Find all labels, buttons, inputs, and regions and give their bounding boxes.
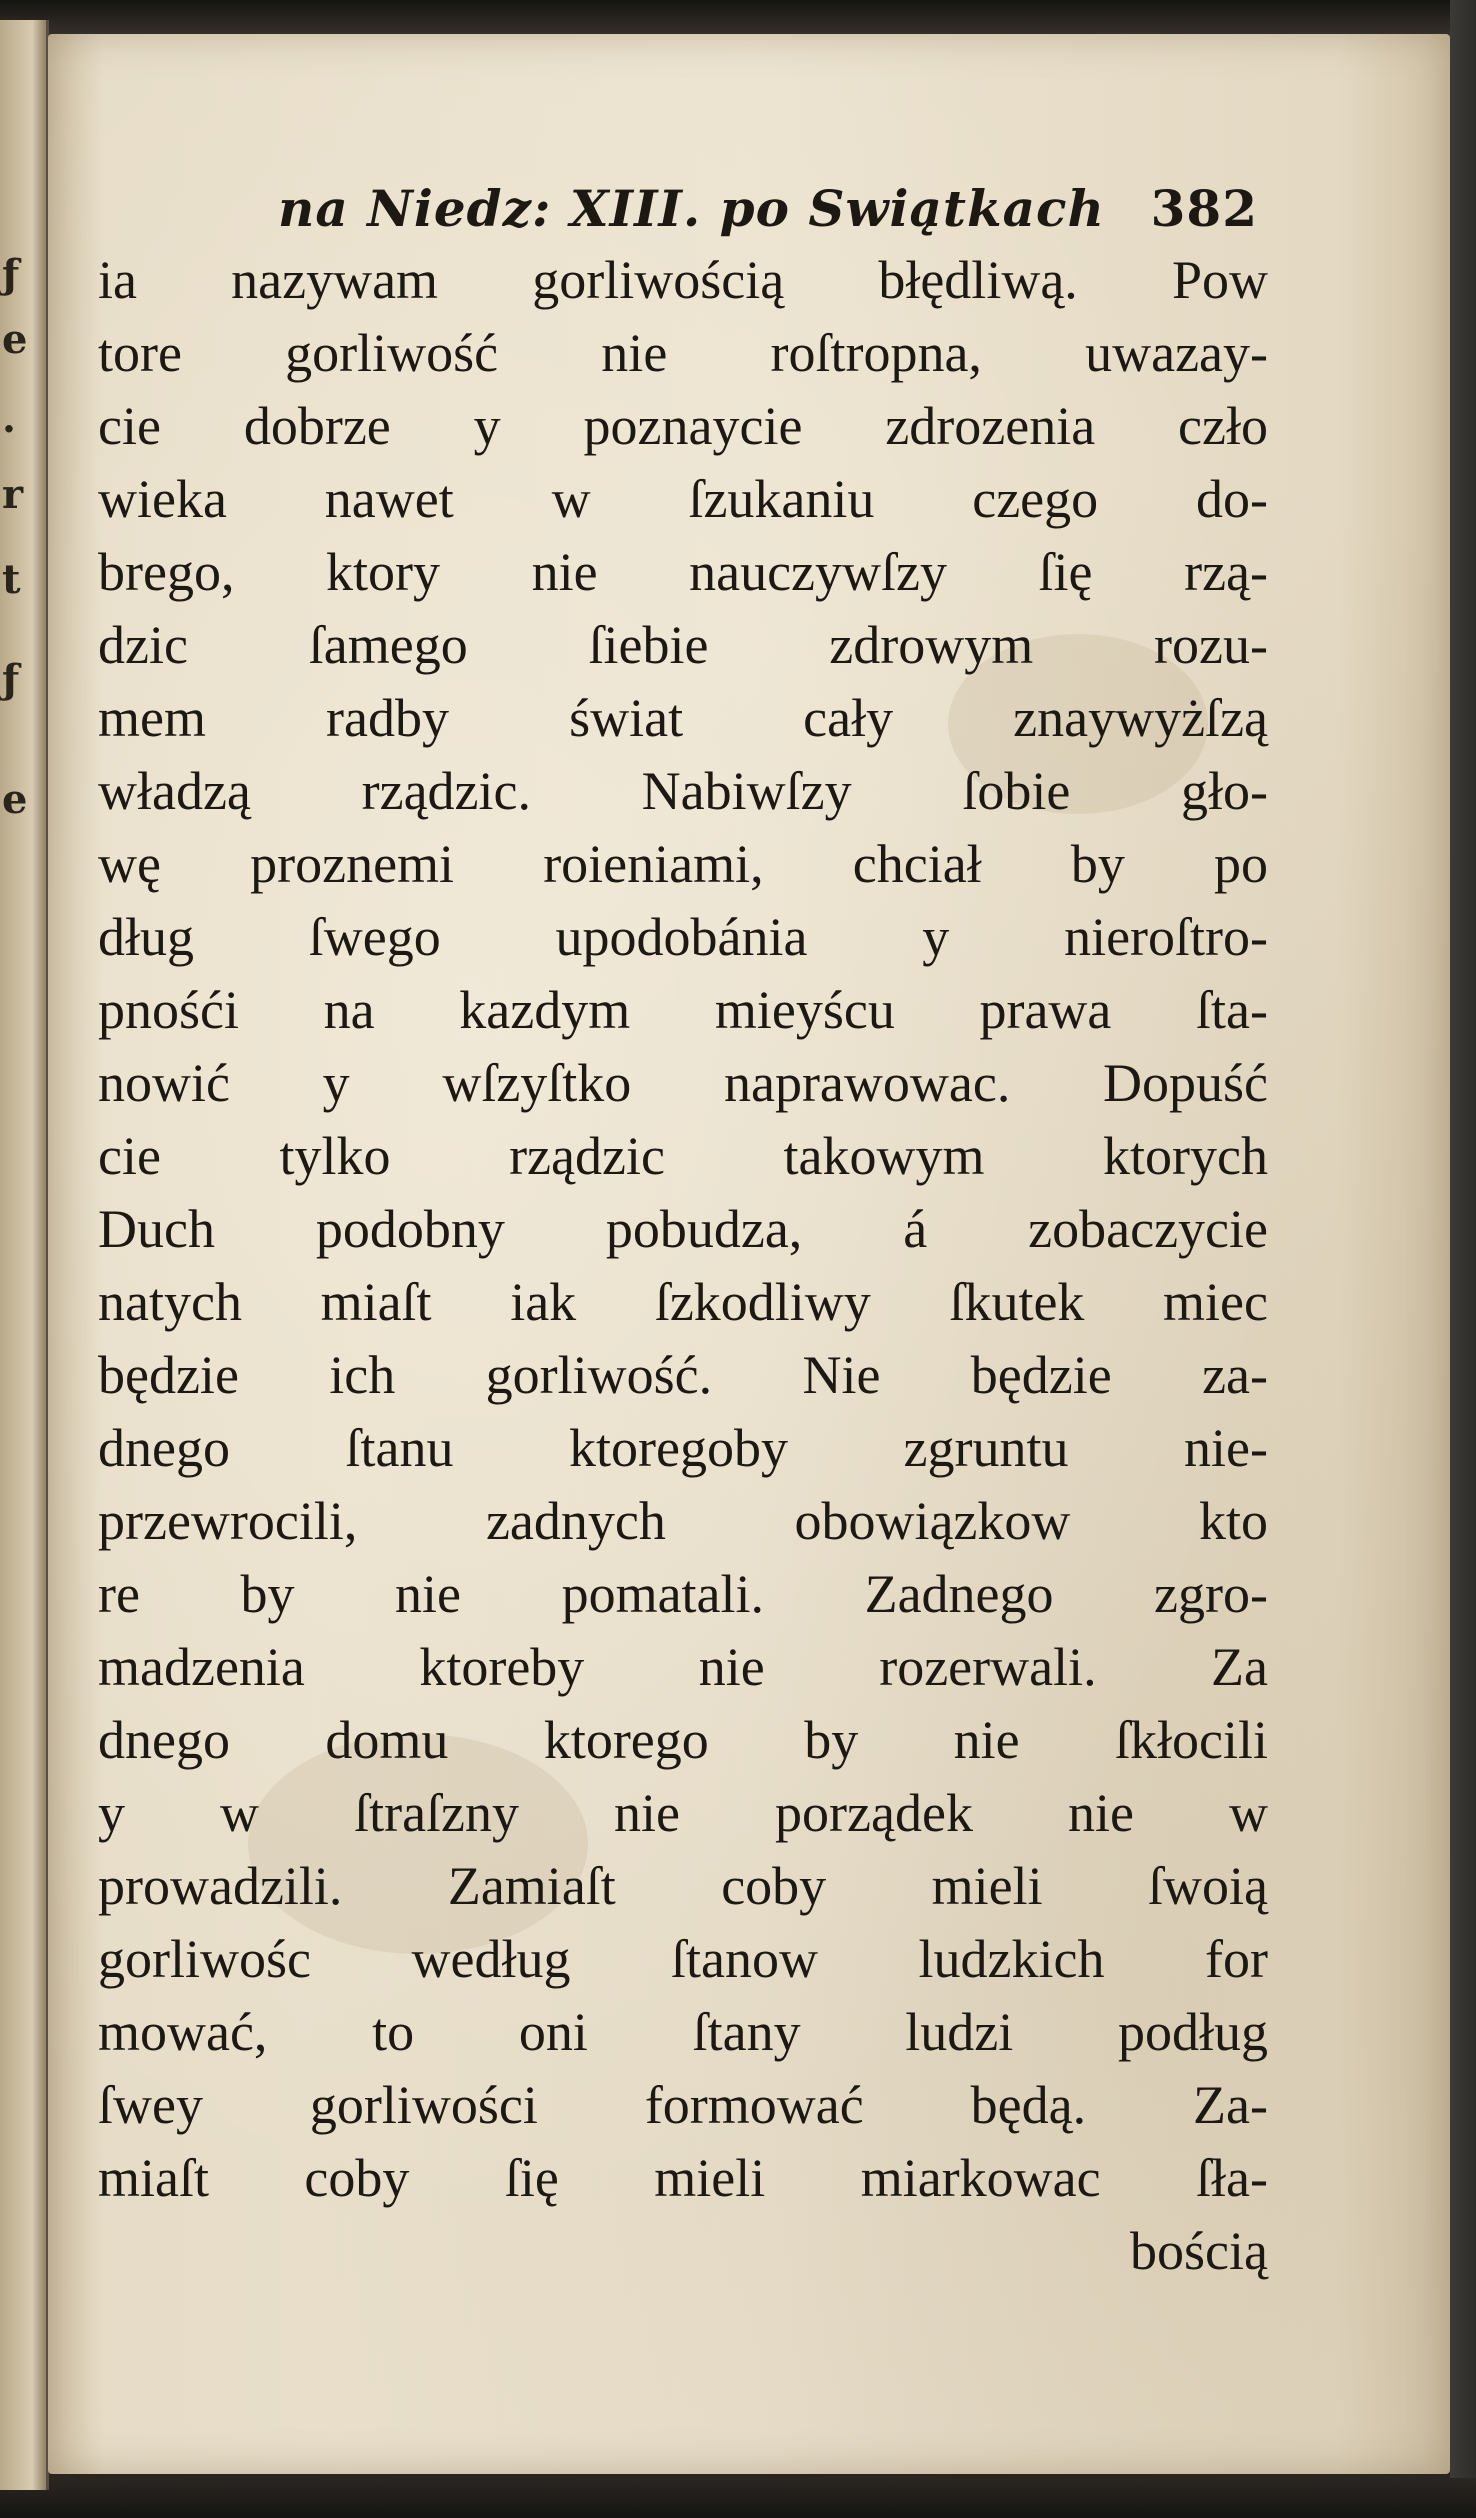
- facing-page-edge: [0, 20, 49, 2490]
- running-header: [98, 174, 1268, 244]
- text-line: tore gorliwość nie roſtropna, uwazay-: [98, 323, 1268, 383]
- facing-page-mark: ƒ: [2, 656, 20, 703]
- text-line: dnego ſtanu ktoregoby zgruntu nie-: [98, 1418, 1268, 1478]
- scan-right-edge: [1450, 0, 1476, 2518]
- text-line: cie tylko rządzic takowym ktorych: [98, 1126, 1268, 1186]
- text-line: cie dobrze y poznaycie zdrozenia czło: [98, 396, 1268, 456]
- book-page: [48, 34, 1450, 2474]
- scan-bottom-edge: [0, 2478, 1476, 2518]
- text-line: madzenia ktoreby nie rozerwali. Za: [98, 1637, 1268, 1697]
- text-line: miaſt coby ſię mieli miarkowac ſła-: [98, 2148, 1268, 2208]
- facing-page-mark: e: [2, 316, 28, 363]
- text-line: natych miaſt iak ſzkodliwy ſkutek miec: [98, 1272, 1268, 1332]
- text-line: będzie ich gorliwość. Nie będzie za-: [98, 1345, 1268, 1405]
- facing-page-mark: ·: [2, 406, 16, 453]
- text-line: gorliwośc według ſtanow ludzkich for: [98, 1929, 1268, 1989]
- text-line: dzic ſamego ſiebie zdrowym rozu-: [98, 615, 1268, 675]
- running-title: na Niedz: XIII. po Swiątkach: [278, 179, 1105, 238]
- text-line: Duch podobny pobudza, á zobaczycie: [98, 1199, 1268, 1259]
- text-line: re by nie pomatali. Zadnego zgro-: [98, 1564, 1268, 1624]
- text-line: dnego domu ktorego by nie ſkłocili: [98, 1710, 1268, 1770]
- catchword: bością: [1130, 2221, 1268, 2281]
- text-line: wieka nawet w ſzukaniu czego do-: [98, 469, 1268, 529]
- facing-page-mark: ƒ: [2, 251, 20, 298]
- facing-page-mark: t: [2, 556, 21, 603]
- facing-page-mark: r: [2, 471, 24, 518]
- text-line: brego, ktory nie nauczywſzy ſię rzą-: [98, 542, 1268, 602]
- text-line: dług ſwego upodobánia y nieroſtro-: [98, 907, 1268, 967]
- page-text: [98, 174, 1268, 2288]
- text-line: przewrocili, zadnych obowiązkow kto: [98, 1491, 1268, 1551]
- text-line: mem radby świat cały znaywyżſzą: [98, 688, 1268, 748]
- facing-page-mark: e: [2, 776, 28, 823]
- text-line: y w ſtraſzny nie porządek nie w: [98, 1783, 1268, 1843]
- text-line: ia nazywam gorliwością błędliwą. Pow: [98, 250, 1268, 310]
- text-line: ſwey gorliwości formować będą. Za-: [98, 2075, 1268, 2135]
- text-line: wę proznemi roieniami, chciał by po: [98, 834, 1268, 894]
- page-number: 382: [1150, 179, 1258, 238]
- text-line: władzą rządzic. Nabiwſzy ſobie gło-: [98, 761, 1268, 821]
- text-line: nowić y wſzyſtko naprawowac. Dopuść: [98, 1053, 1268, 1113]
- text-line: mować, to oni ſtany ludzi podług: [98, 2002, 1268, 2062]
- text-line: pnośći na kazdym mieyścu prawa ſta-: [98, 980, 1268, 1040]
- text-line: prowadzili. Zamiaſt coby mieli ſwoią: [98, 1856, 1268, 1916]
